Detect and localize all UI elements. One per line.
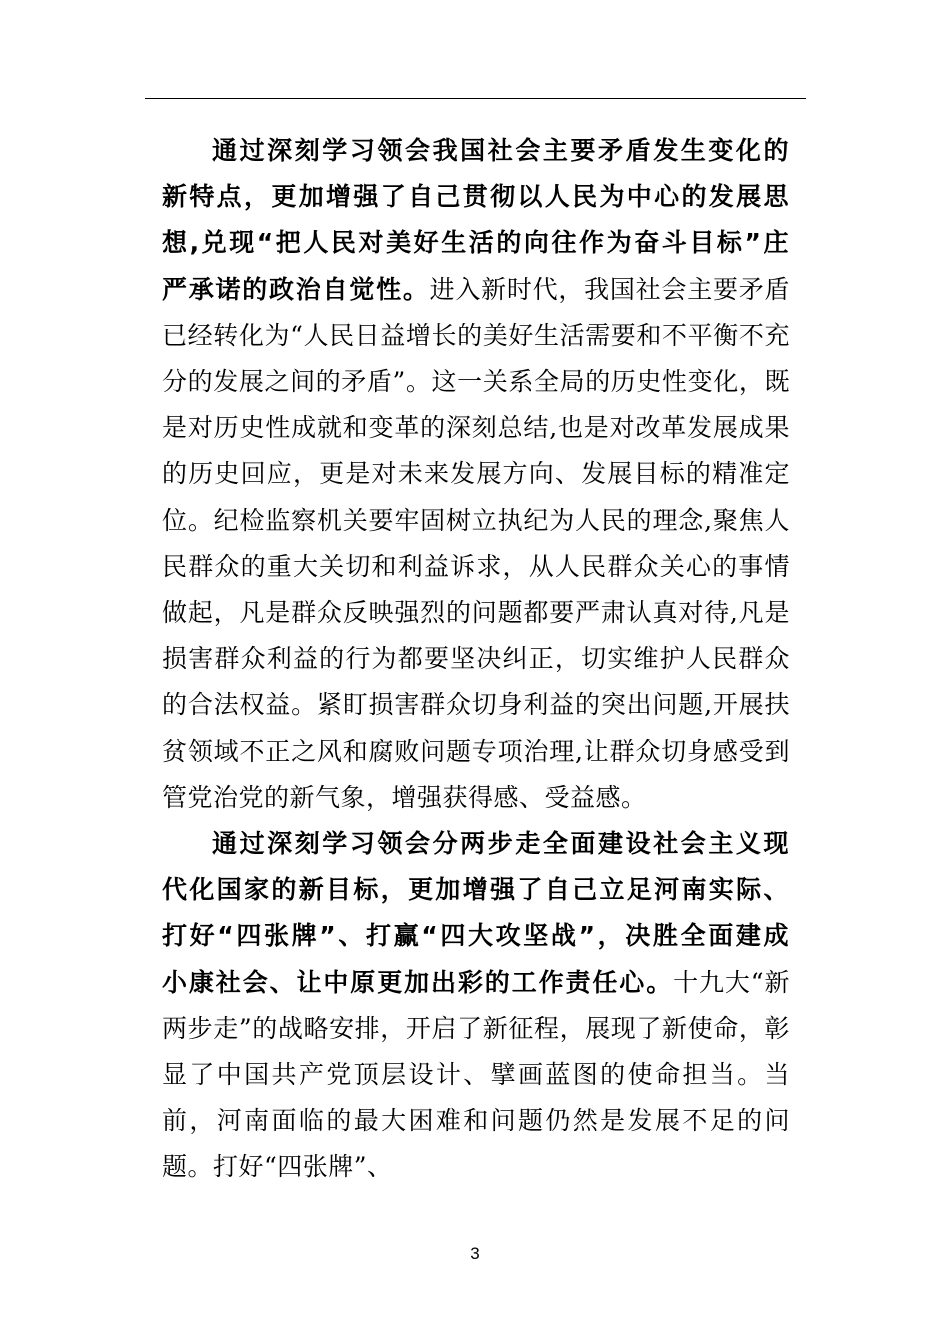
page-number: 3 bbox=[470, 1244, 480, 1263]
document-body bbox=[162, 128, 790, 1191]
paragraph-2-lead: 通过深刻学习领会分两步走全面建设社会主义现代化国家的新目标，更加增强了自己立足河南实际、打好“四张牌”、打赢“四大攻坚战”，决胜全面建成小康社会、让中原更加出彩的工作责任心。 bbox=[162, 829, 790, 997]
paragraph-1 bbox=[162, 128, 790, 821]
paragraph-1-lead: 通过深刻学习领会我国社会主要矛盾发生变化的新特点，更加增强了自己贯彻以人民为中心的发展思想,兑现“把人民对美好生活的向往作为奋斗目标”庄严承诺的政治自觉性。 bbox=[162, 136, 790, 304]
paragraph-1-body: 进入新时代，我国社会主要矛盾已经转化为“人民日益增长的美好生活需要和不平衡不充分的发展之间的矛盾”。这一关系全局的历史性变化，既是对历史性成就和变革的深刻总结,也是对改革发展成果的历史回应，更是对未来发展方向、发展目标的精准定位。纪检监察机关要牢固树立执纪为人民的理念,聚焦人民群众的重大关切和利益诉求，从人民群众关心的事情做起，凡是群众反映强烈的问题都要严肃认真对待,凡是损害群众利益的行为都要坚决纠正，切实维护人民群众的合法权益。紧盯损害群众切身利益的突出问题,开展扶贫领域不正之风和腐败问题专项治理,让群众切身感受到管党治党的新气象，增强获得感、受益感。 bbox=[162, 274, 790, 812]
paragraph-2 bbox=[162, 821, 790, 1191]
paragraph-2-body: 十九大“新两步走”的战略安排，开启了新征程，展现了新使命，彰显了中国共产党顶层设计、擘画蓝图的使命担当。当前，河南面临的最大困难和问题仍然是发展不足的问题。打好“四张牌”、 bbox=[162, 967, 790, 1182]
header-rule bbox=[145, 98, 806, 99]
